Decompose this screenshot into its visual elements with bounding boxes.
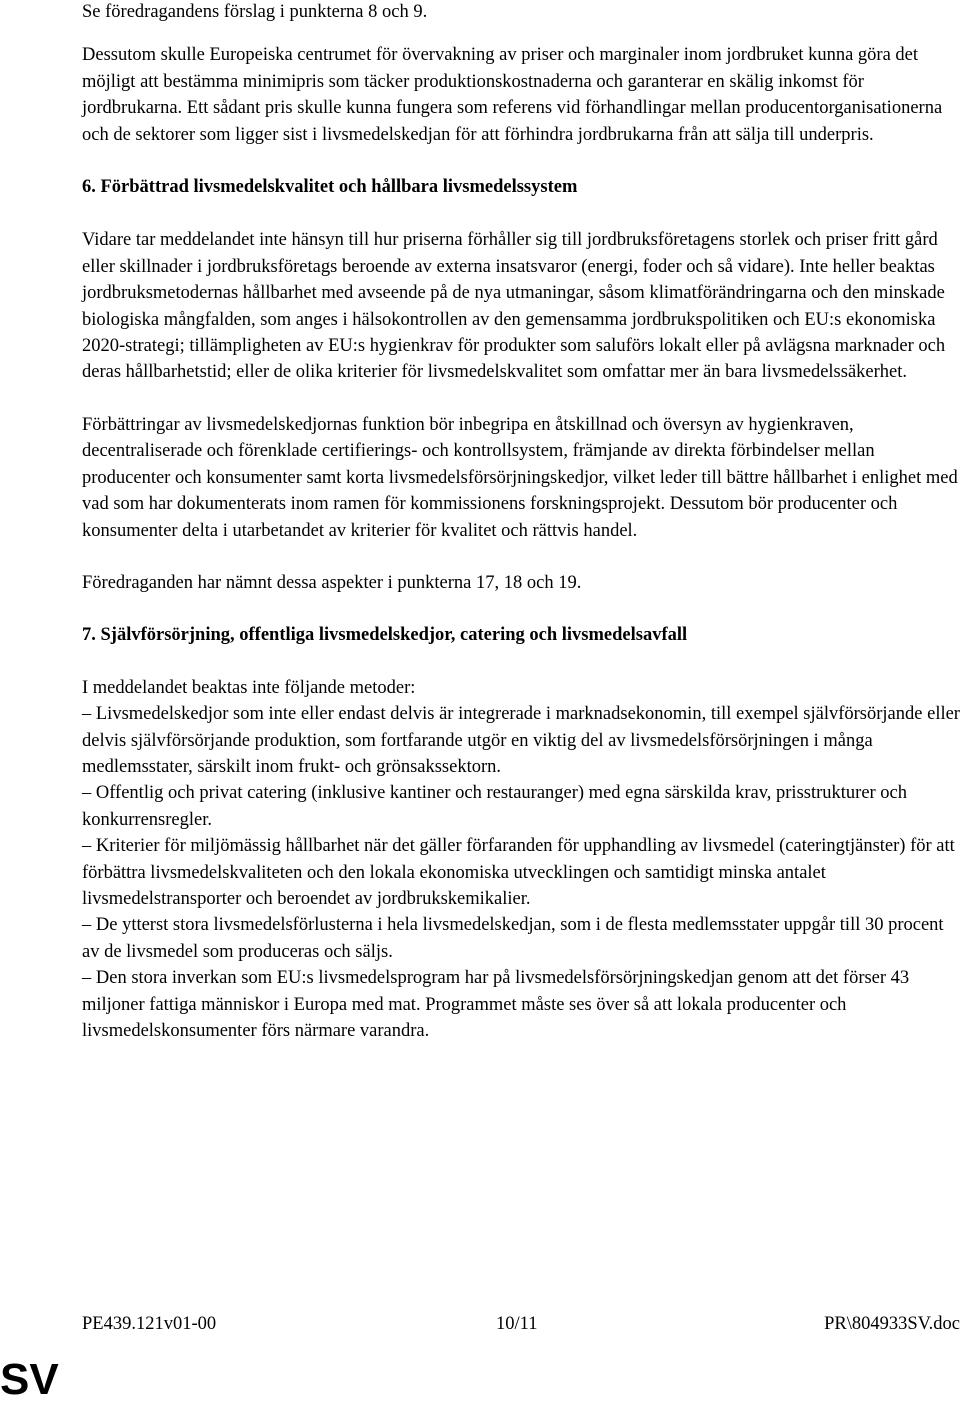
paragraph-sustainability: Vidare tar meddelandet inte hänsyn till hur priserna förhåller sig till jordbruksföretagens storlek och priser fritt gård eller skillnader i jordbruksföretags beroende av externa insatsvaror (energi, foder och så vidare). Inte heller beaktas jordbruksmetodernas hållbarhet med avseende på de nya utmaningar, såsom klimatförändringarna och den minskade biologiska mångfalden, som anges i hälsokontrollen av den gemensamma jordbrukspolitiken och EU:s ekonomiska 2020-strategi; tillämpligheten av EU:s hygienkrav för produkter som saluförs lokalt eller på avlägsna marknader och deras hållbarhetstid; eller de olika kriterier för livsmedelskvalitet som omfattar mer än bara livsmedelssäkerhet. (82, 230, 946, 383)
list-item: – Den stora inverkan som EU:s livsmedelsprogram har på livsmedelsförsörjningskedjan genom att det förser 43 miljoner fattiga människor i Europa med mat. Programmet måste ses över så att lokala producenter och livsmedelskonsumenter förs närmare varandra. (82, 968, 910, 1041)
section-heading-7: 7. Självförsörjning, offentliga livsmedelskedjor, catering och livsmedelsavfall (82, 625, 688, 646)
list-item: – Livsmedelskedjor som inte eller endast delvis är integrerade i marknadsekonomin, till exempel självförsörjande eller delvis självförsörjande produktion, som fortfarande utgör en viktig del av livsmedelsförsörjningen i många medlemsstater, särskilt inom frukt- och grönsakssektorn. (82, 704, 960, 777)
paragraph-improvements: Förbättringar av livsmedelskedjornas funktion bör inbegripa en åtskillnad och översyn av hygienkraven, decentraliserade och förenklade certifierings- och kontrollsystem, främjande av direkta förbindelser mellan producenter och konsumenter samt korta livsmedelsförsörjningskedjor, vilket leder till bättre hållbarhet i enlighet med vad som har dokumenterats inom ramen för kommissionens forskningsprojekt. Dessutom bör producenter och konsumenter delta i utarbetandet av kriterier för kvalitet och rättvis handel. (82, 414, 958, 541)
paragraph-rapporteur-note: Föredraganden har nämnt dessa aspekter i punkterna 17, 18 och 19. (82, 572, 582, 593)
paragraph-methods-intro: I meddelandet beaktas inte följande metoder: (82, 677, 416, 698)
section-heading-6: 6. Förbättrad livsmedelskvalitet och hållbara livsmedelssystem (82, 177, 578, 198)
page-footer (82, 1311, 960, 1337)
language-code: SV (0, 1355, 59, 1404)
document-body (82, 0, 960, 1044)
list-item: – Offentlig och privat catering (inklusive kantiner och restauranger) med egna särskilda krav, prisstrukturer och konkurrensregler. (82, 783, 908, 830)
paragraph-price-monitoring: Dessutom skulle Europeiska centrumet för övervakning av priser och marginaler inom jordbruket kunna göra det möjligt att bestämma minimipris som täcker produktionskostnaderna och garanterar en skälig inkomst för jordbrukarna. Ett sådant pris skulle kunna fungera som referens vid förhandlingar mellan producentorganisationerna och de sektorer som ligger sist i livsmedelskedjan för att förhindra jordbrukarna från att sälja till underpris. (82, 45, 943, 145)
footer-filename: PR\804933SV.doc (824, 1314, 960, 1334)
list-item: – De ytterst stora livsmedelsförlusterna i hela livsmedelskedjan, som i de flesta medlemsstater uppgår till 30 procent av de livsmedel som produceras och säljs. (82, 915, 944, 962)
bullet-list (82, 701, 960, 1044)
footer-page-number: 10/11 (496, 1314, 538, 1334)
paragraph-reference: Se föredragandens förslag i punkterna 8 och 9. (82, 2, 428, 22)
list-item: – Kriterier för miljömässig hållbarhet när det gäller förfaranden för upphandling av livsmedel (cateringtjänster) för att förbättra livsmedelskvaliteten och den lokala ekonomiska utvecklingen och samtidigt minska antalet livsmedelstransporter och beroendet av jordbrukskemikalier. (82, 836, 955, 909)
footer-reference: PE439.121v01-00 (82, 1314, 217, 1334)
